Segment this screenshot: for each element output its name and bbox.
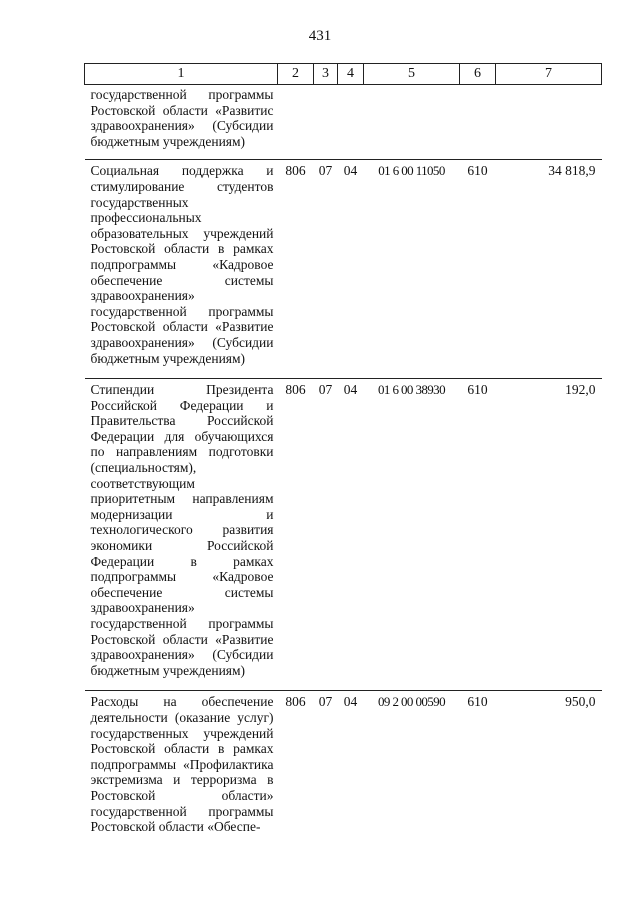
row-col-6: 610 (460, 379, 496, 691)
row-col-7: 192,0 (496, 379, 602, 691)
row-col-4: 04 (338, 160, 364, 379)
row-col-2: 806 (278, 691, 314, 847)
row-description: Расходы на обеспечение деятельности (оказание услуг) государственных учреждений Ростовской области в рамках подпрограммы «Профилактика экстремизма и терроризма в Ростовской области» государственной программы Ростовской области «Обеспе- (85, 691, 278, 847)
header-col-5: 5 (364, 64, 460, 85)
row-description: Социальная поддержка и стимулирование студентов государственных профессиональных образовательных учреждений Ростовской области в рамках подпрограммы «Кадровое обеспечение системы здравоохранения» государственной программы Ростовской области «Развитие здравоохранения» (Субсидии бюджетным учреждениям) (85, 160, 278, 379)
row-col-5: 09 2 00 00590 (364, 691, 460, 847)
budget-table (84, 63, 602, 847)
row-col-6: 610 (460, 160, 496, 379)
row-description: Стипендии Президента Российской Федерации и Правительства Российской Федерации для обучающихся по направлениям подготовки (специальностям), соответствующим приоритетным направлениям модернизации и технологического развития экономики Российской Федерации в рамках подпрограммы «Кадровое обеспечение системы здравоохранения» государственной программы Ростовской области «Развитие здравоохранения» (Субсидии бюджетным учреждениям) (85, 379, 278, 691)
table-row (85, 691, 602, 847)
row-col-2 (278, 85, 314, 160)
row-col-4: 04 (338, 379, 364, 691)
row-col-7: 950,0 (496, 691, 602, 847)
row-col-2: 806 (278, 379, 314, 691)
table-row (85, 379, 602, 691)
row-col-7 (496, 85, 602, 160)
header-col-4: 4 (338, 64, 364, 85)
header-col-2: 2 (278, 64, 314, 85)
page-number: 431 (308, 28, 332, 44)
row-col-3: 07 (314, 691, 338, 847)
row-col-6: 610 (460, 691, 496, 847)
row-description: государственной программы Ростовской области «Развитис здравоохранения» (Субсидии бюджетным учреждениям) (90, 87, 274, 149)
row-col-5: 01 6 00 38930 (364, 379, 460, 691)
row-col-3: 07 (314, 160, 338, 379)
header-row (85, 64, 602, 85)
row-col-6 (460, 85, 496, 160)
row-col-4 (338, 85, 364, 160)
row-col-3 (314, 85, 338, 160)
header-col-6: 6 (460, 64, 496, 85)
table-row (85, 85, 602, 160)
row-col-5 (364, 85, 460, 160)
row-col-7: 34 818,9 (496, 160, 602, 379)
row-col-3: 07 (314, 379, 338, 691)
header-col-7: 7 (496, 64, 602, 85)
row-col-4: 04 (338, 691, 364, 847)
header-col-3: 3 (314, 64, 338, 85)
row-col-2: 806 (278, 160, 314, 379)
row-col-5: 01 6 00 11050 (364, 160, 460, 379)
header-col-1: 1 (85, 64, 278, 85)
table-row (85, 160, 602, 379)
